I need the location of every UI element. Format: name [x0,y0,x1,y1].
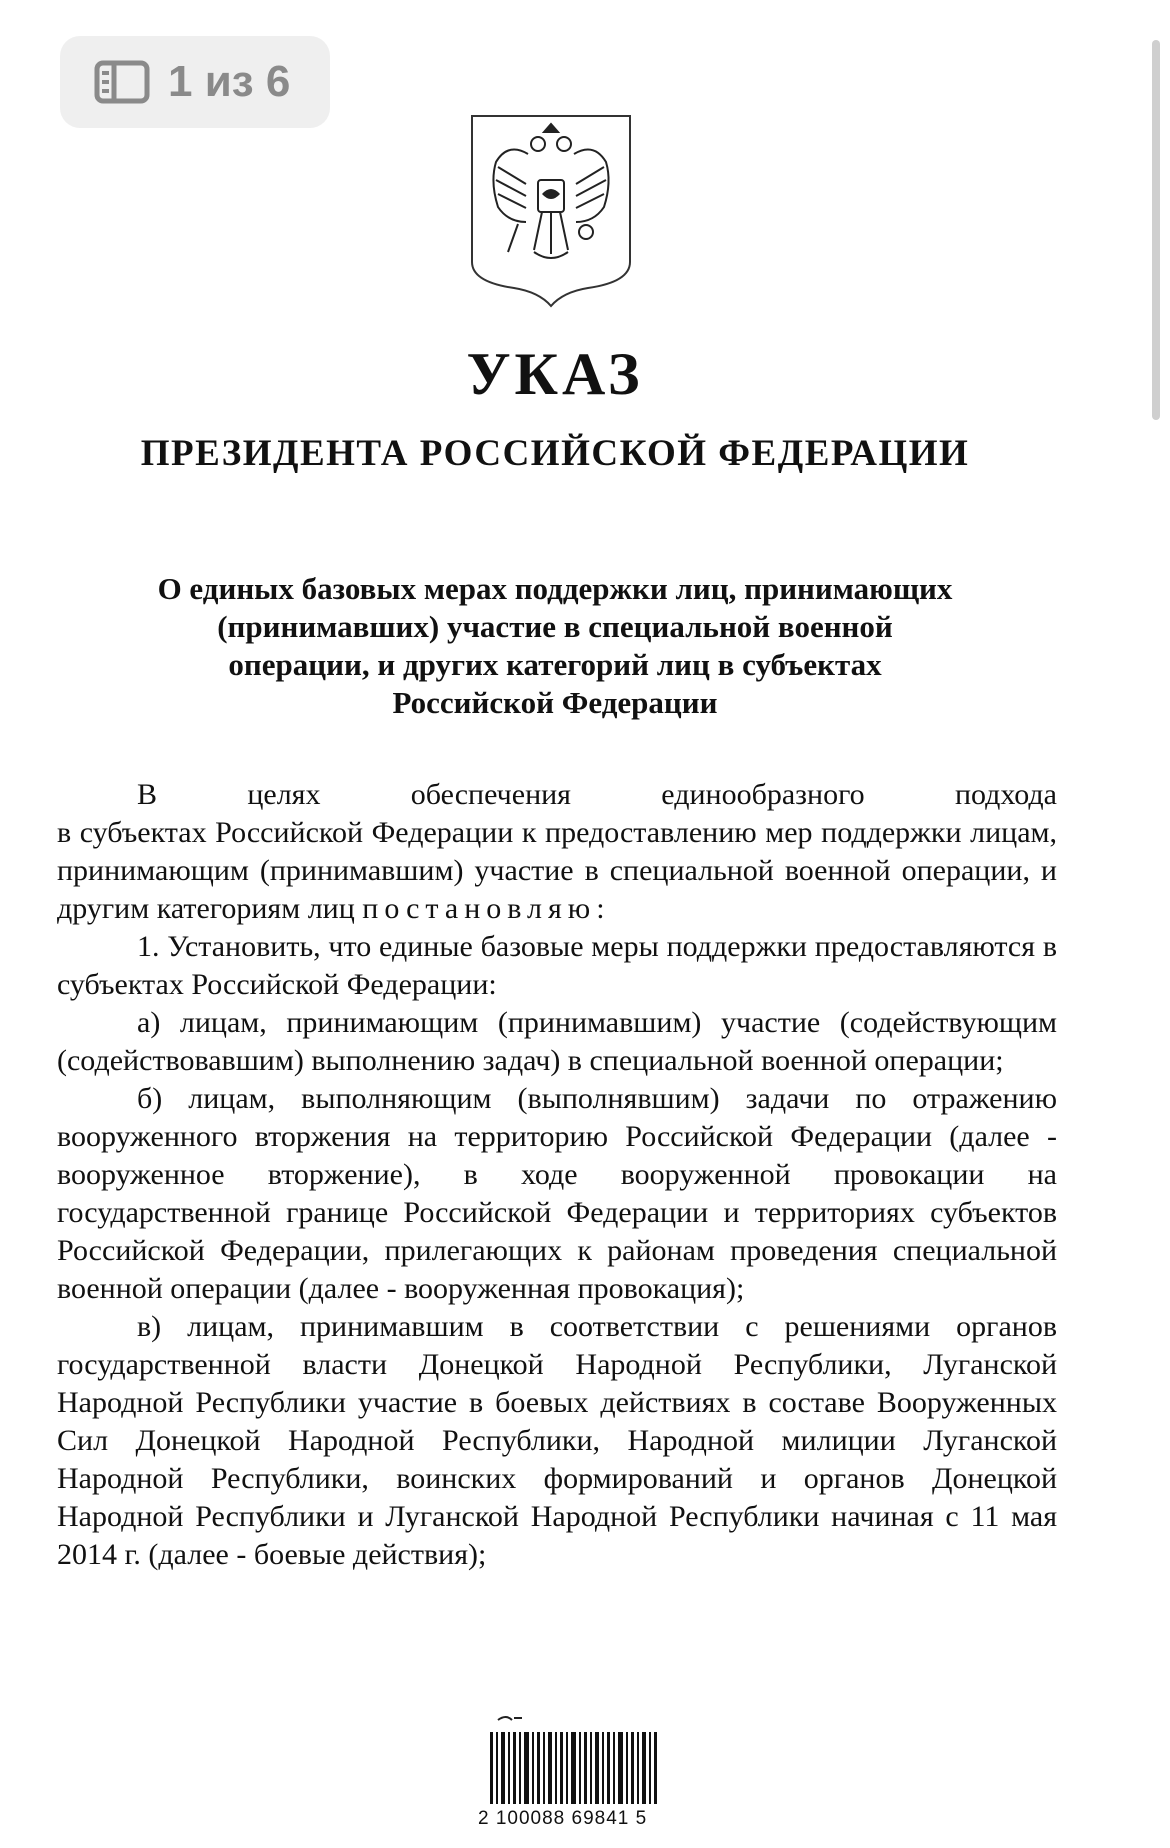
sidebar-pages-icon [94,60,150,104]
clause-1: 1. Установить, что единые базовые меры поддержки предоставляются в субъектах Российской Федерации: [57,930,1057,1001]
clause-b: б) лицам, выполняющим (выполнявшим) задачи по отражению вооруженного вторжения на территорию Российской Федерации (далее - вооруженное вторжение), в ходе вооруженной провокации на государственной границе Российской Федерации и территориях субъектов Российской Федерации, прилегающих к районам проведения специальной военной операции (далее - вооруженная провокация); [57,1082,1057,1305]
clause-v: в) лицам, принимавшим в соответствии с решениями органов государственной власти Донецкой Народной Республики, Луганской Народной Республики участие в боевых действиях в составе Вооруженных Сил Донецкой Народной Республики, Народной милиции Луганской Народной Республики, воинских формирований и органов Донецкой Народной Республики и Луганской Народной Республики начиная с 11 мая 2014 г. (далее - боевые действия); [57,1310,1057,1571]
coat-of-arms-emblem [468,112,634,308]
document-subtitle: ПРЕЗИДЕНТА РОССИЙСКОЙ ФЕДЕРАЦИИ [140,433,970,474]
heading-line: операции, и других категорий лиц в субъектах [228,647,882,682]
decree-word: постановляю: [362,892,611,925]
heading-line: О единых базовых мерах поддержки лиц, принимающих [157,571,953,606]
document-title: УКАЗ [466,341,644,407]
heading-line: (принимавших) участие в специальной военной [217,609,893,644]
preamble-first-line: В целях обеспечения единообразного подхода [137,778,1057,811]
preamble-paragraph [57,814,1057,928]
preamble-text: в субъектах Российской Федерации к предоставлению мер поддержки лицам, принимающим (принимавшим) участие в специальной военной операции, и другим категориям лиц [57,816,1057,925]
clause-a: а) лицам, принимающим (принимавшим) участие (содействующим (содействовавшим) выполнению задач) в специальной военной операции; [57,1006,1057,1077]
heading-line: Российской Федерации [392,685,718,720]
page-indicator-label: 1 из 6 [168,57,291,106]
page-indicator[interactable] [60,36,330,128]
document-heading [80,570,1030,722]
barcode-number: 2 100088 69841 5 [478,1808,648,1829]
scrollbar[interactable] [1152,40,1160,420]
document-body [57,776,1057,1574]
